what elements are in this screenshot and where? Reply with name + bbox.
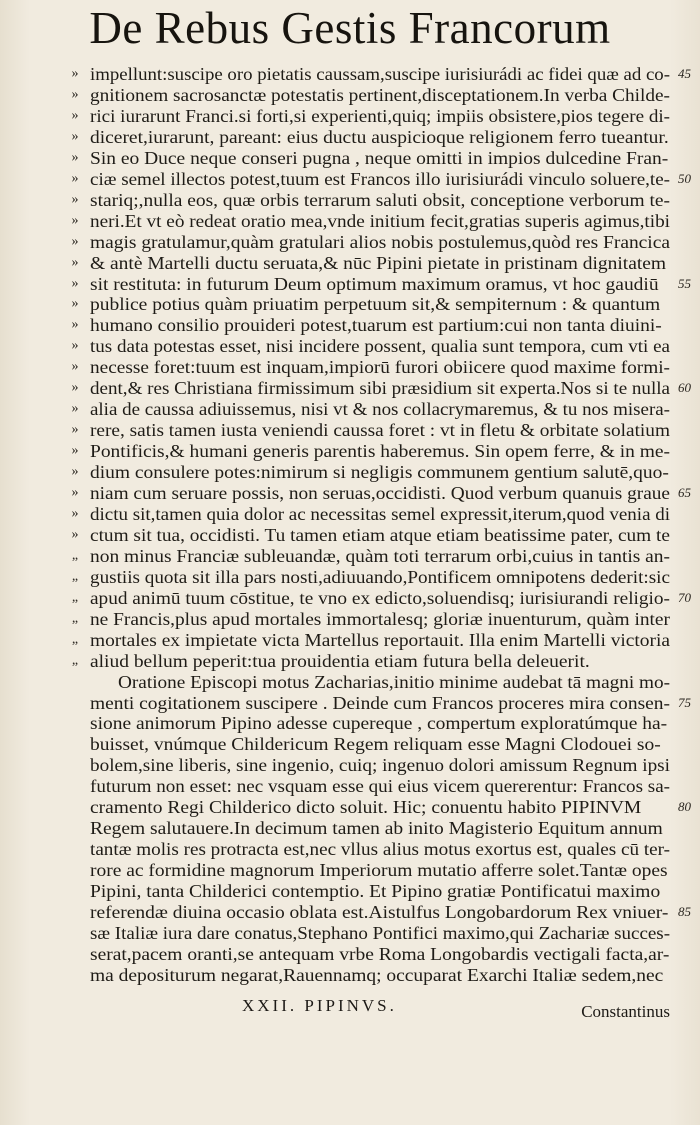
line-text: & antè Martelli ductu seruata,& nūc Pipini pietate in pristinam dignitatem xyxy=(90,252,667,273)
text-line xyxy=(90,672,698,692)
line-text: rici iurarunt Franci.si forti,si experienti,quiq; impiis obsistere,pios tegere di- xyxy=(90,105,670,126)
line-text: rere, satis tamen iusta veniendi caussa foret : vt in fletu & orbitate solatium xyxy=(90,420,670,441)
quotation-mark: » xyxy=(71,526,79,542)
quotation-mark: » xyxy=(71,107,79,123)
line-text: bolem,sine liberis, sine ingenio, cuiq; ingenuo dolori amissum Regnum ipsi xyxy=(90,755,670,776)
line-text: magis gratulamur,quàm gratulari alios nobis postulemus,quòd res Francica xyxy=(90,231,670,252)
text-line xyxy=(71,629,670,650)
line-text: Regem salutauere.In decimum tamen ab inito Magisterio Equitum annum xyxy=(90,818,663,839)
text-line xyxy=(90,692,691,713)
line-text: rore ac formidine magnorum Imperiorum mutatio afferre solet.Tantæ opes xyxy=(90,860,668,881)
line-number: 45 xyxy=(678,66,691,81)
quotation-mark: » xyxy=(71,191,79,207)
quotation-mark: » xyxy=(71,380,79,396)
text-line xyxy=(71,336,670,357)
line-number: 80 xyxy=(678,799,691,815)
quotation-mark: » xyxy=(71,296,79,312)
quotation-mark: » xyxy=(71,149,79,165)
line-text: neri.Et vt eò redeat oratio mea,vnde initium fecit,gratias superis agimus,tibi xyxy=(90,210,671,231)
signature-mark: XXII. PIPINVS. xyxy=(242,996,397,1015)
quotation-mark: » xyxy=(71,317,79,333)
text-line xyxy=(71,399,670,420)
text-line xyxy=(90,797,691,818)
line-number: 50 xyxy=(678,170,691,186)
line-text: ctum sit tua, occidisti. Tu tamen etiam atque etiam beatissime pater, cum te xyxy=(90,524,670,545)
line-text: ma depositurum negarat,Rauennamq; occuparat Exarchi Italiæ sedem,nec xyxy=(90,964,664,985)
line-text: futurum non esset: nec vsquam esse qui eius vicem quererentur: Francos sa- xyxy=(90,776,671,797)
quotation-mark: » xyxy=(71,233,79,249)
text-line xyxy=(71,126,670,147)
text-line xyxy=(71,462,670,483)
text-line xyxy=(71,64,691,84)
quotation-mark: „ xyxy=(71,589,79,605)
text-line xyxy=(71,231,670,252)
line-text: sit restituta: in futurum Deum optimum maximum oramus, vt hoc gaudiū xyxy=(90,273,659,294)
line-text: Sin eo Duce neque conseri pugna , neque omitti in impios dulcedine Fran- xyxy=(90,147,669,168)
line-text: necesse foret:tuum est inquam,impiorū furori obiicere quod maxime formi- xyxy=(90,357,670,378)
line-number: 65 xyxy=(678,485,691,500)
text-line xyxy=(71,524,670,545)
line-number: 85 xyxy=(678,904,691,919)
quotation-mark: » xyxy=(71,66,79,81)
line-text: sione animorum Pipino adesse cupereque , compertum exploratúmque ha- xyxy=(90,713,668,734)
text-line xyxy=(71,105,670,126)
line-number: 55 xyxy=(678,275,691,291)
line-text: Oratione Episcopi motus Zacharias,initio minime audebat tā magni mo- xyxy=(118,671,671,692)
quotation-mark: » xyxy=(71,212,79,228)
quotation-mark: » xyxy=(71,170,79,186)
text-line xyxy=(71,252,670,273)
text-line xyxy=(71,147,670,168)
text-line xyxy=(71,608,670,629)
text-line xyxy=(71,420,670,441)
line-text: impellunt:suscipe oro pietatis caussam,suscipe iurisiurádi ac fidei quæ ad co- xyxy=(90,64,670,84)
line-text: apud animū tuum cōstitue, te vno ex edicto,soluendisq; iurisiurandi religio- xyxy=(90,587,670,608)
line-text: sæ Italiæ iura dare conatus,Stephano Pontifici maximo,qui Zachariæ succes- xyxy=(90,922,671,943)
text-line xyxy=(71,168,691,189)
line-text: buisset, vnúmque Childericum Regem reliquam esse Magni Clodouei so- xyxy=(90,734,661,755)
quotation-mark: » xyxy=(71,443,79,459)
text-line xyxy=(71,84,670,105)
text-line xyxy=(90,839,670,859)
text-line xyxy=(71,503,671,524)
quotation-mark: » xyxy=(71,422,79,438)
quotation-mark: » xyxy=(71,128,79,144)
quotation-mark: » xyxy=(71,359,79,375)
quotation-mark: » xyxy=(71,505,79,521)
line-text: stariq;,nulla eos, quæ orbis terrarum saluti obsit, conceptione verborum te- xyxy=(90,189,671,210)
text-line xyxy=(71,566,670,587)
text-line xyxy=(71,650,670,671)
text-line xyxy=(71,210,671,231)
quotation-mark: „ xyxy=(71,610,79,626)
text-line xyxy=(71,545,671,566)
line-text: non minus Franciæ subleuandæ, quàm toti terrarum orbi,cuius in tantis an- xyxy=(90,545,671,566)
line-text: dictu sit,tamen quia dolor ac necessitas semel expressit,iterum,quod venia di xyxy=(90,503,671,524)
line-text: aliud bellum peperit:tua prouidentia etiam futura bella deleuerit. xyxy=(90,650,590,671)
quotation-mark: » xyxy=(71,254,79,270)
text-line xyxy=(71,378,691,399)
line-text: publice potius quàm priuatim perpetuum sit,& sempiternum : & quantum xyxy=(90,294,661,315)
quotation-mark: » xyxy=(71,401,79,417)
text-line xyxy=(71,483,691,503)
text-line xyxy=(71,273,691,294)
text-line xyxy=(90,860,670,880)
quotation-mark: „ xyxy=(71,631,79,647)
line-number: 75 xyxy=(678,694,691,710)
quotation-mark: » xyxy=(71,464,79,480)
line-text: serat,pacem oranti,se antequam vrbe Roma Longobardis vectigali facta,ar- xyxy=(90,943,670,964)
line-text: gustiis quota sit illa pars nosti,adiuuando,Pontificem omnipotens dederit:sic xyxy=(90,566,670,587)
page-footer xyxy=(90,996,670,1021)
text-line xyxy=(71,357,670,378)
line-text: Pontificis,& humani generis parentis haberemus. Sin opem ferre, & in me- xyxy=(90,441,670,462)
catchword: Constantinus xyxy=(581,1002,670,1021)
line-text: humano consilio prouideri potest,tuarum est partium:cui non tanta diuini- xyxy=(90,315,662,336)
line-text: menti cogitationem suscipere . Deinde cum Francos proceres mira consen- xyxy=(90,692,671,713)
line-text: gnitionem sacrosanctæ potestatis pertinent,disceptationem.In verba Childe- xyxy=(90,84,670,105)
text-line xyxy=(90,965,670,985)
line-text: diceret,iurarunt, pareant: eius ductu auspicioque religionem ferro tueantur. xyxy=(90,126,669,147)
line-text: tantæ molis res protracta est,nec vllus alius motus exortus est, quales cū ter- xyxy=(90,839,671,860)
text-line xyxy=(90,881,670,901)
line-text: tus data potestas esset, nisi incidere possent, qualia sunt tempora, cum vti ea xyxy=(90,336,670,357)
line-text: ciæ semel illectos potest,tuum est Francos illo iurisiurádi vinculo soluere,te- xyxy=(90,168,671,189)
quotation-mark: „ xyxy=(71,652,79,668)
quotation-mark: „ xyxy=(71,547,79,563)
line-text: Pipini, tanta Childerici contemptio. Et Pipino gratiæ Pontificatui maximo xyxy=(90,881,661,902)
quotation-mark: » xyxy=(71,86,79,102)
line-text: ne Francis,plus apud mortales immortalesq; gloriæ inuenturum, quàm inter xyxy=(90,608,670,629)
quotation-mark: » xyxy=(71,338,79,354)
text-line xyxy=(90,713,670,733)
text-line xyxy=(90,923,670,943)
text-line xyxy=(71,294,670,315)
running-head: De Rebus Gestis Francorum xyxy=(89,3,611,53)
text-line xyxy=(71,189,671,210)
text-line xyxy=(90,734,670,754)
text-line xyxy=(90,944,670,964)
text-line xyxy=(90,818,670,838)
text-line xyxy=(90,776,670,796)
text-line xyxy=(71,315,670,336)
text-line xyxy=(90,755,670,775)
line-number: 60 xyxy=(678,380,691,396)
line-number: 70 xyxy=(678,589,691,605)
line-text: niam cum seruare possis, non seruas,occidisti. Quod verbum quanuis graue xyxy=(90,483,671,503)
line-text: mortales ex impietate victa Martellus reportauit. Illa enim Martelli victoria xyxy=(90,629,670,650)
line-text: dium consulere potes:nimirum si negligis communem gentium salutē,quo- xyxy=(90,462,669,483)
line-text: alia de caussa adiuissemus, nisi vt & nos collacrymaremus, & tu nos misera- xyxy=(90,399,670,420)
text-line xyxy=(90,902,691,922)
quotation-mark: „ xyxy=(71,568,79,584)
quotation-mark: » xyxy=(71,275,79,291)
line-text: dent,& res Christiana firmissimum sibi præsidium sit experta.Nos si te nulla xyxy=(90,378,671,399)
line-text: referendæ diuina occasio oblata est.Aistulfus Longobardorum Rex vniuer- xyxy=(90,902,669,922)
text-line xyxy=(71,587,691,608)
quotation-mark: » xyxy=(71,485,79,500)
text-line xyxy=(71,441,670,462)
line-text: cramento Regi Childerico dicto soluit. Hic; conuentu habito PIPINVM xyxy=(90,797,642,818)
